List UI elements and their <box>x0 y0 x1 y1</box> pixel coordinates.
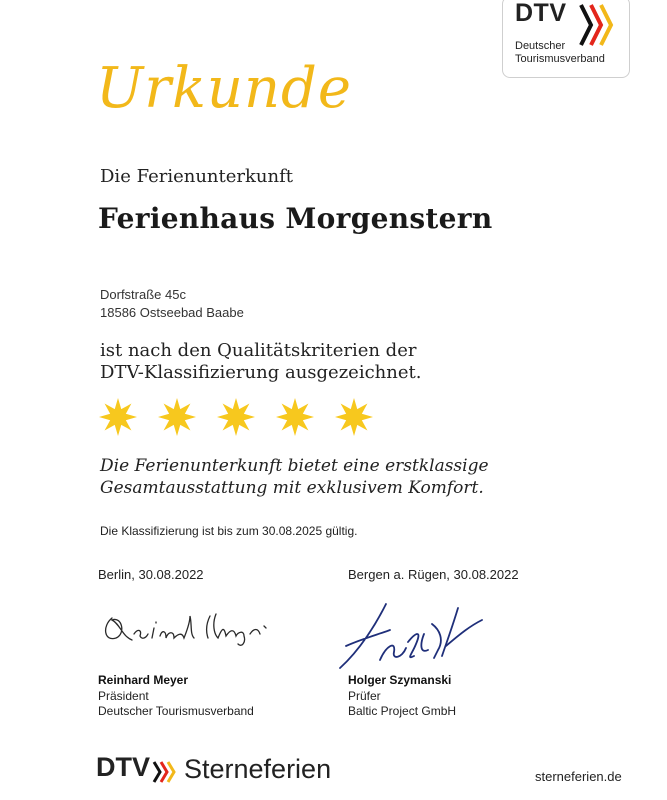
left-role-line-1: Präsident <box>98 689 149 703</box>
description-line-2: Gesamtausstattung mit exklusivem Komfort. <box>100 478 484 498</box>
right-role-line-2: Baltic Project GmbH <box>348 704 457 718</box>
dtv-logo-line1: Deutscher <box>515 40 566 52</box>
address-line-1: Dorfstraße 45c <box>100 287 186 302</box>
dtv-logo-subtitle <box>515 40 605 66</box>
description-line-1: Die Ferienunterkunft bietet eine erstklassige <box>100 456 489 476</box>
classification-statement <box>100 340 421 384</box>
left-signer-name: Reinhard Meyer <box>98 673 189 687</box>
right-role-line-1: Prüfer <box>348 689 381 703</box>
intro-text: Die Ferienunterkunft <box>100 166 293 187</box>
validity-note: Die Klassifizierung ist bis zum 30.08.2025 gültig. <box>100 524 358 538</box>
left-role-line-2: Deutscher Tourismusverband <box>98 704 254 718</box>
right-signer-role <box>348 689 456 719</box>
star-icon <box>275 397 315 437</box>
footer-chevron-icon <box>152 758 180 786</box>
category-description <box>100 455 489 499</box>
certificate-title: Urkunde <box>96 56 353 121</box>
footer-program: Sterneferien <box>184 754 332 784</box>
dtv-logo-brand: DTV <box>515 0 567 27</box>
right-signer-name: Holger Szymanski <box>348 673 452 687</box>
star-icon <box>157 397 197 437</box>
footer-url: sterneferien.de <box>535 769 622 784</box>
statement-line-1: ist nach den Qualitätskriterien der <box>100 340 417 361</box>
star-icon <box>334 397 374 437</box>
statement-line-2: DTV-Klassifizierung ausgezeichnet. <box>100 362 422 383</box>
right-place-date: Bergen a. Rügen, 30.08.2022 <box>348 567 519 582</box>
property-name: Ferienhaus Morgenstern <box>98 202 493 235</box>
dtv-logo-line2: Tourismusverband <box>515 53 605 65</box>
star-rating <box>98 397 374 437</box>
star-icon <box>216 397 256 437</box>
address-line-2: 18586 Ostseebad Baabe <box>100 305 244 320</box>
star-icon <box>98 397 138 437</box>
footer-brand: DTV <box>96 752 150 782</box>
dtv-logo <box>502 0 630 78</box>
left-signature <box>98 598 278 650</box>
left-signer-role <box>98 689 254 719</box>
left-place-date: Berlin, 30.08.2022 <box>98 567 204 582</box>
right-signature <box>336 600 516 680</box>
